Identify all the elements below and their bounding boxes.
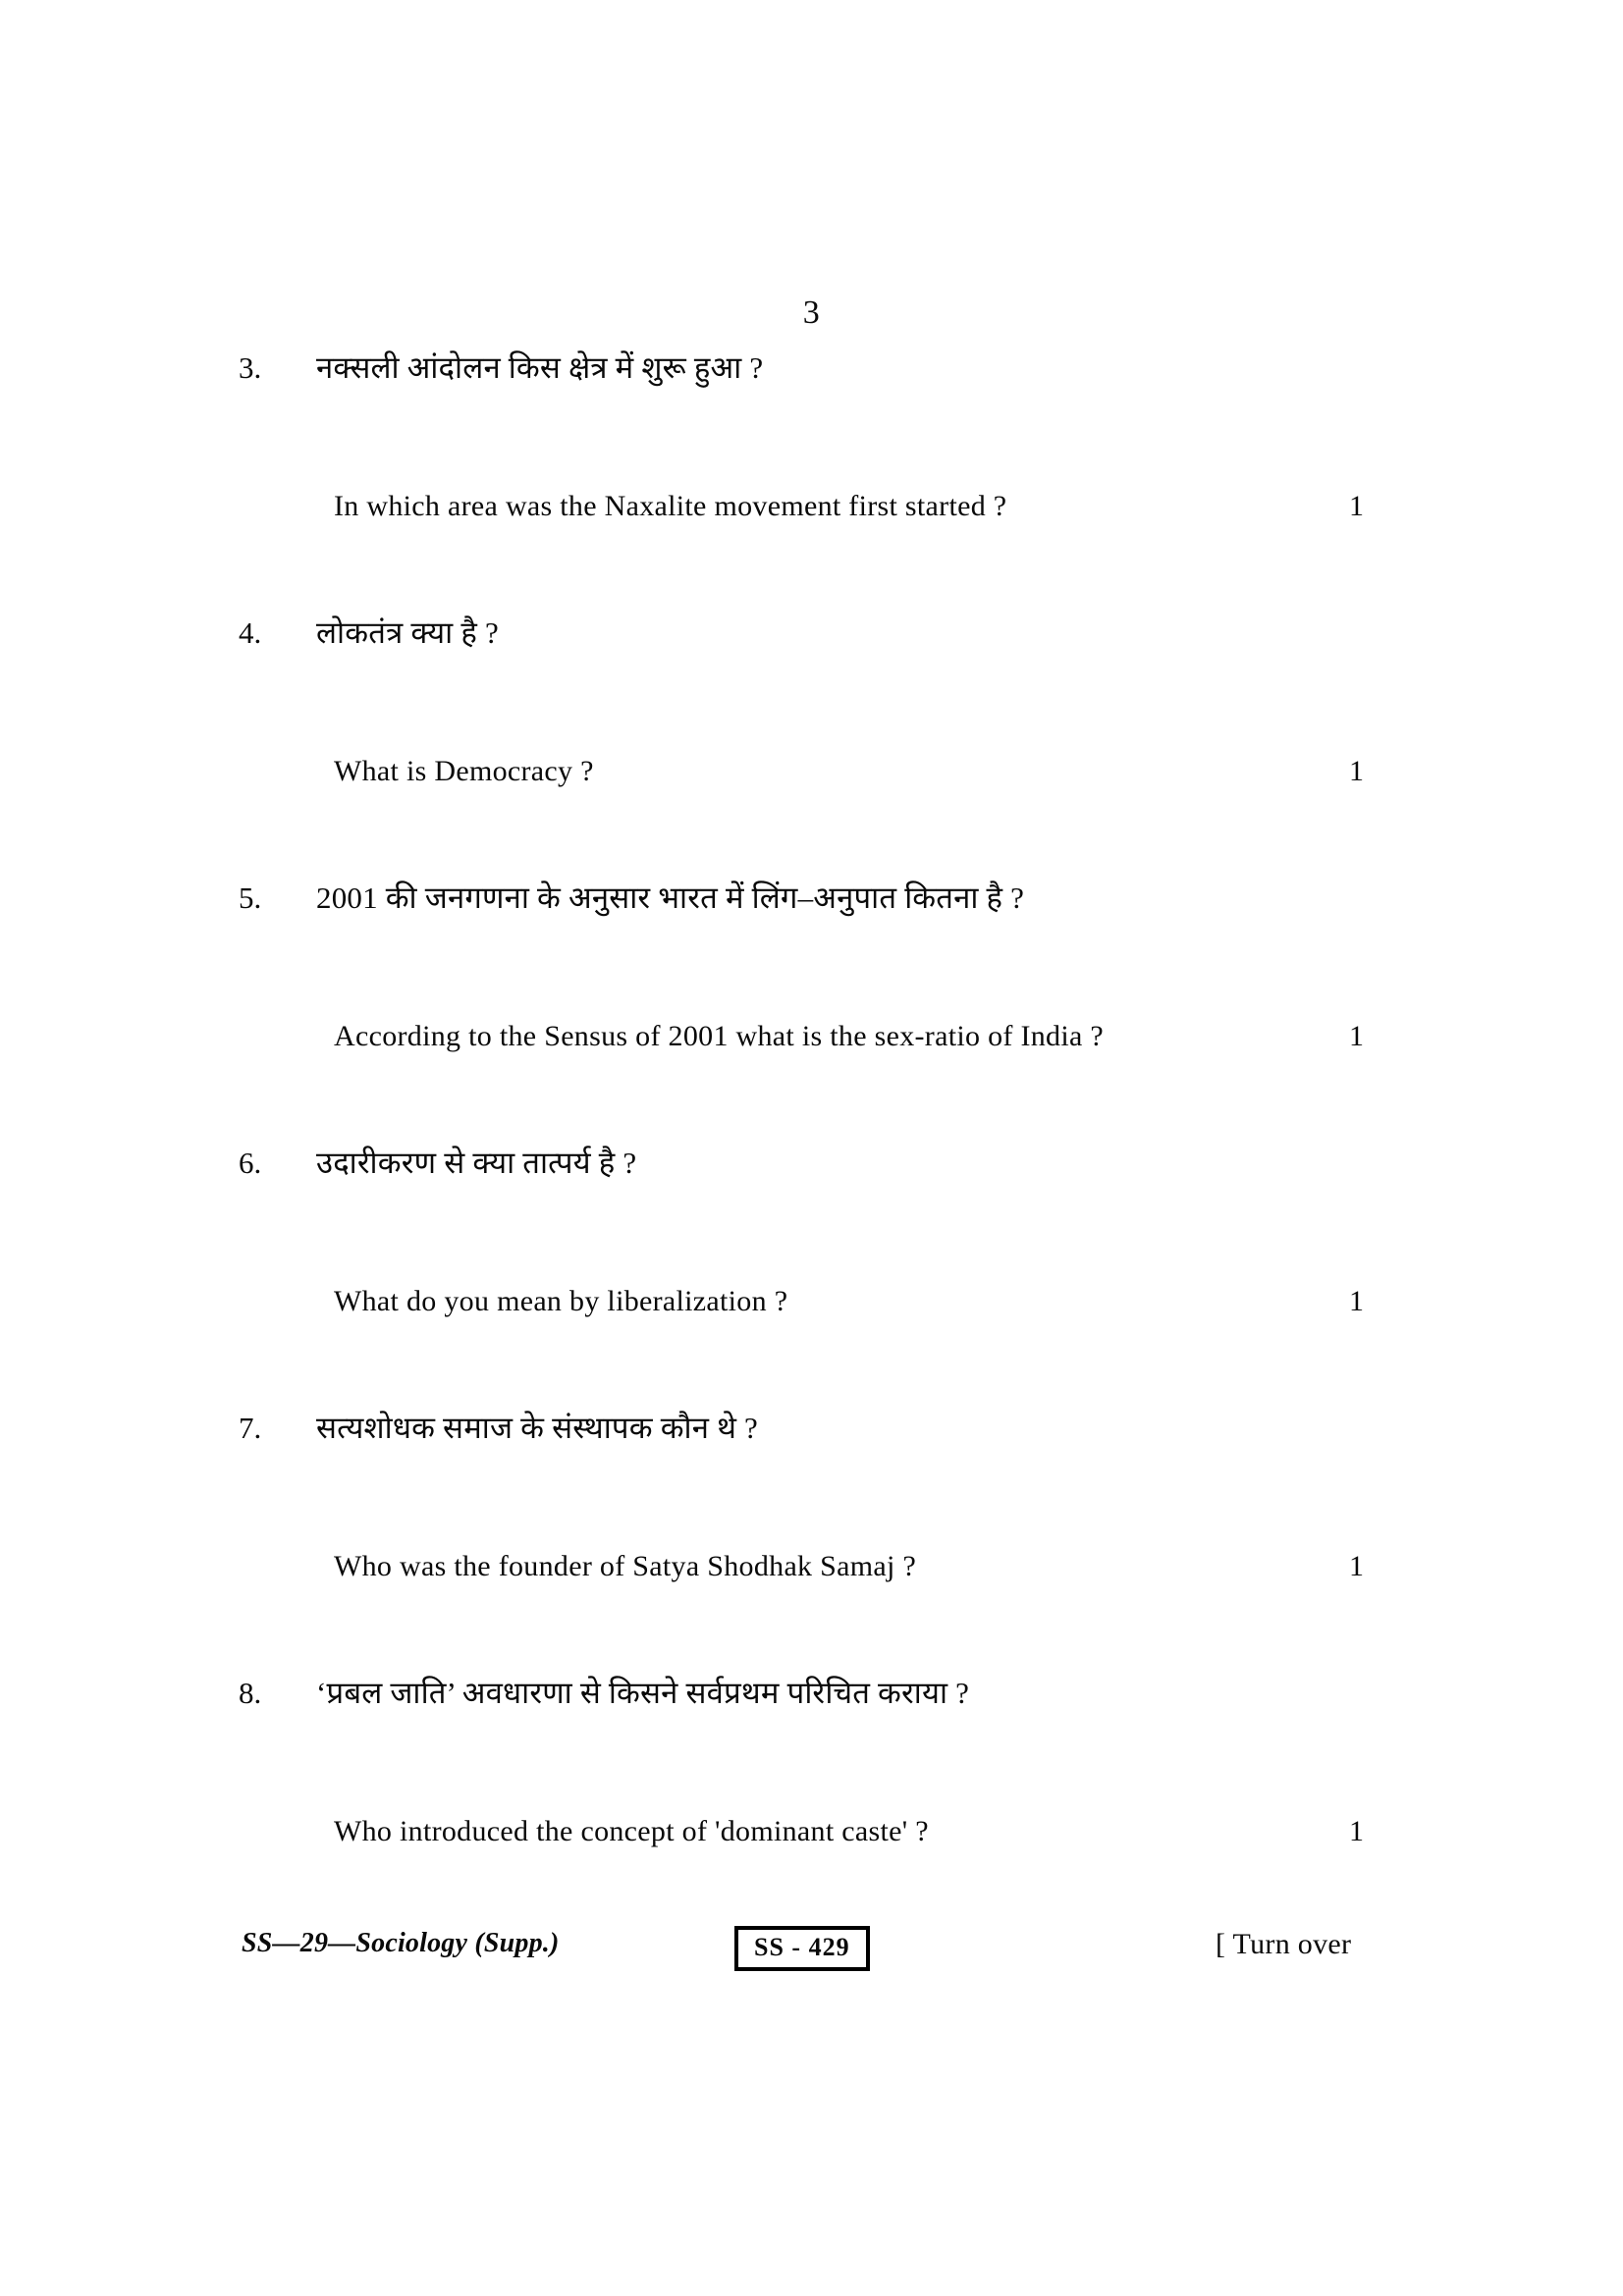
question-item — [0, 1671, 1623, 1936]
question-hindi-row — [0, 1141, 1623, 1209]
question-text-english: What do you mean by liberalization ? — [334, 1285, 788, 1317]
question-item — [0, 1141, 1623, 1406]
question-marks: 1 — [1349, 1020, 1364, 1052]
question-number: 3. — [239, 350, 262, 385]
question-text-hindi: लोकतंत्र क्या है ? — [316, 615, 499, 650]
question-hindi-row — [0, 346, 1623, 414]
question-marks: 1 — [1349, 1550, 1364, 1582]
question-marks: 1 — [1349, 755, 1364, 787]
question-text-english: In which area was the Naxalite movement first started ? — [334, 490, 1007, 522]
question-number: 8. — [239, 1676, 262, 1710]
question-text-hindi: सत्यशोधक समाज के संस्थापक कौन थे ? — [316, 1411, 758, 1445]
question-marks: 1 — [1349, 1285, 1364, 1317]
question-text-hindi: उदारीकरण से क्या तात्पर्य है ? — [316, 1146, 637, 1180]
question-number: 4. — [239, 615, 262, 650]
question-marks: 1 — [1349, 1815, 1364, 1847]
question-item — [0, 611, 1623, 876]
question-number: 6. — [239, 1146, 262, 1180]
page-number: 3 — [802, 294, 821, 331]
question-english-row — [0, 1810, 1623, 1869]
footer-subject-label: SS—29—Sociology (Supp.) — [242, 1928, 560, 1958]
question-text-hindi: ‘प्रबल जाति’ अवधारणा से किसने सर्वप्रथम परिचित कराया ? — [316, 1676, 970, 1710]
question-item — [0, 1406, 1623, 1671]
question-item — [0, 876, 1623, 1141]
question-text-hindi: 2001 की जनगणना के अनुसार भारत में लिंग–अनुपात कितना है ? — [316, 881, 1025, 915]
question-number: 5. — [239, 881, 262, 915]
question-hindi-row — [0, 876, 1623, 944]
footer-turn-over-label: [ Turn over — [1216, 1928, 1352, 1960]
question-text-english: According to the Sensus of 2001 what is the sex-ratio of India ? — [334, 1020, 1105, 1052]
question-number: 7. — [239, 1411, 262, 1445]
question-english-row — [0, 750, 1623, 809]
question-english-row — [0, 485, 1623, 544]
question-english-row — [0, 1280, 1623, 1339]
question-hindi-row — [0, 1406, 1623, 1474]
question-english-row — [0, 1545, 1623, 1604]
question-list — [0, 346, 1623, 1936]
question-text-hindi: नक्सली आंदोलन किस क्षेत्र में शुरू हुआ ? — [316, 350, 764, 385]
question-text-english: Who was the founder of Satya Shodhak Samaj ? — [334, 1550, 917, 1582]
question-item — [0, 346, 1623, 611]
question-marks: 1 — [1349, 490, 1364, 522]
question-english-row — [0, 1015, 1623, 1074]
question-hindi-row — [0, 1671, 1623, 1739]
question-text-english: What is Democracy ? — [334, 755, 594, 787]
question-text-english: Who introduced the concept of 'dominant caste' ? — [334, 1815, 929, 1847]
page-footer — [0, 1926, 1623, 1985]
question-hindi-row — [0, 611, 1623, 679]
footer-paper-code: SS - 429 — [734, 1926, 870, 1971]
